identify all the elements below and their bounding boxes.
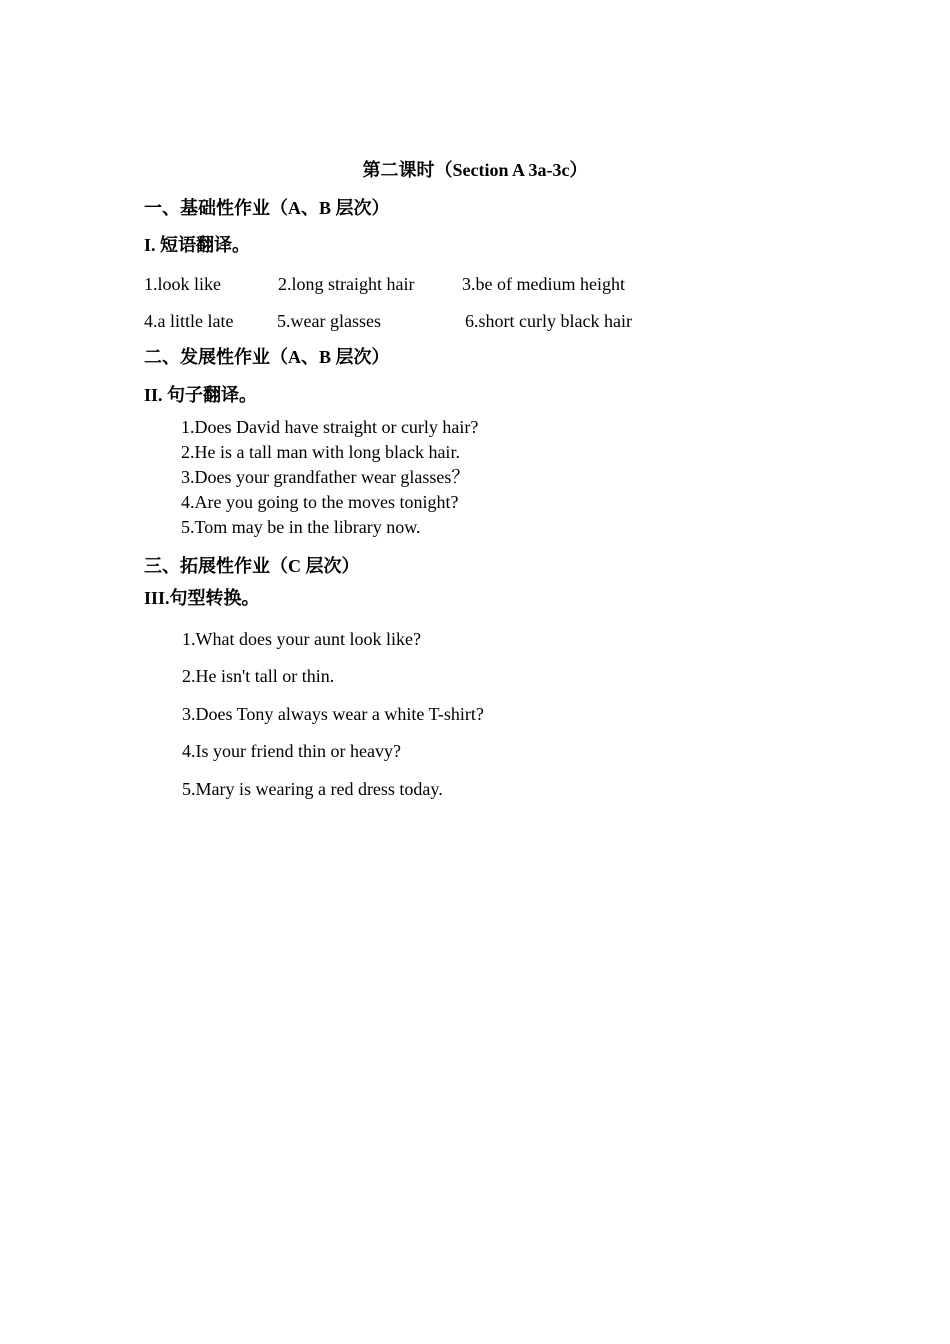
sentence-item: 4.Are you going to the moves tonight? [181,492,459,512]
sentence-item: 1.What does your aunt look like? [182,629,421,649]
sentence-item: 3.Does Tony always wear a white T-shirt? [182,704,484,724]
page-title: 第二课时（Section A 3a-3c） [362,160,588,180]
section-1-part-title: I. 短语翻译。 [144,235,251,255]
sentence-item: 3.Does your grandfather wear glasses？ [181,467,470,487]
section-1-heading: 一、基础性作业（A、B 层次） [144,198,390,218]
sentence-item: 5.Mary is wearing a red dress today. [182,779,443,799]
section-3-part-title: III.句型转换。 [144,588,260,608]
section-3-heading: 三、拓展性作业（C 层次） [144,556,360,576]
section-2-heading: 二、发展性作业（A、B 层次） [144,347,390,367]
phrase-item: 6.short curly black hair [465,311,632,331]
sentence-item: 1.Does David have straight or curly hair? [181,417,479,437]
sentence-item: 4.Is your friend thin or heavy? [182,741,401,761]
sentence-item: 2.He is a tall man with long black hair. [181,442,460,462]
section-2-part-title: II. 句子翻译。 [144,385,258,405]
phrase-item: 2.long straight hair [278,274,415,294]
sentence-item: 5.Tom may be in the library now. [181,517,421,537]
phrase-item: 3.be of medium height [462,274,625,294]
phrase-item: 5.wear glasses [277,311,381,331]
phrase-item: 1.look like [144,274,221,294]
phrase-item: 4.a little late [144,311,234,331]
sentence-item: 2.He isn't tall or thin. [182,666,335,686]
